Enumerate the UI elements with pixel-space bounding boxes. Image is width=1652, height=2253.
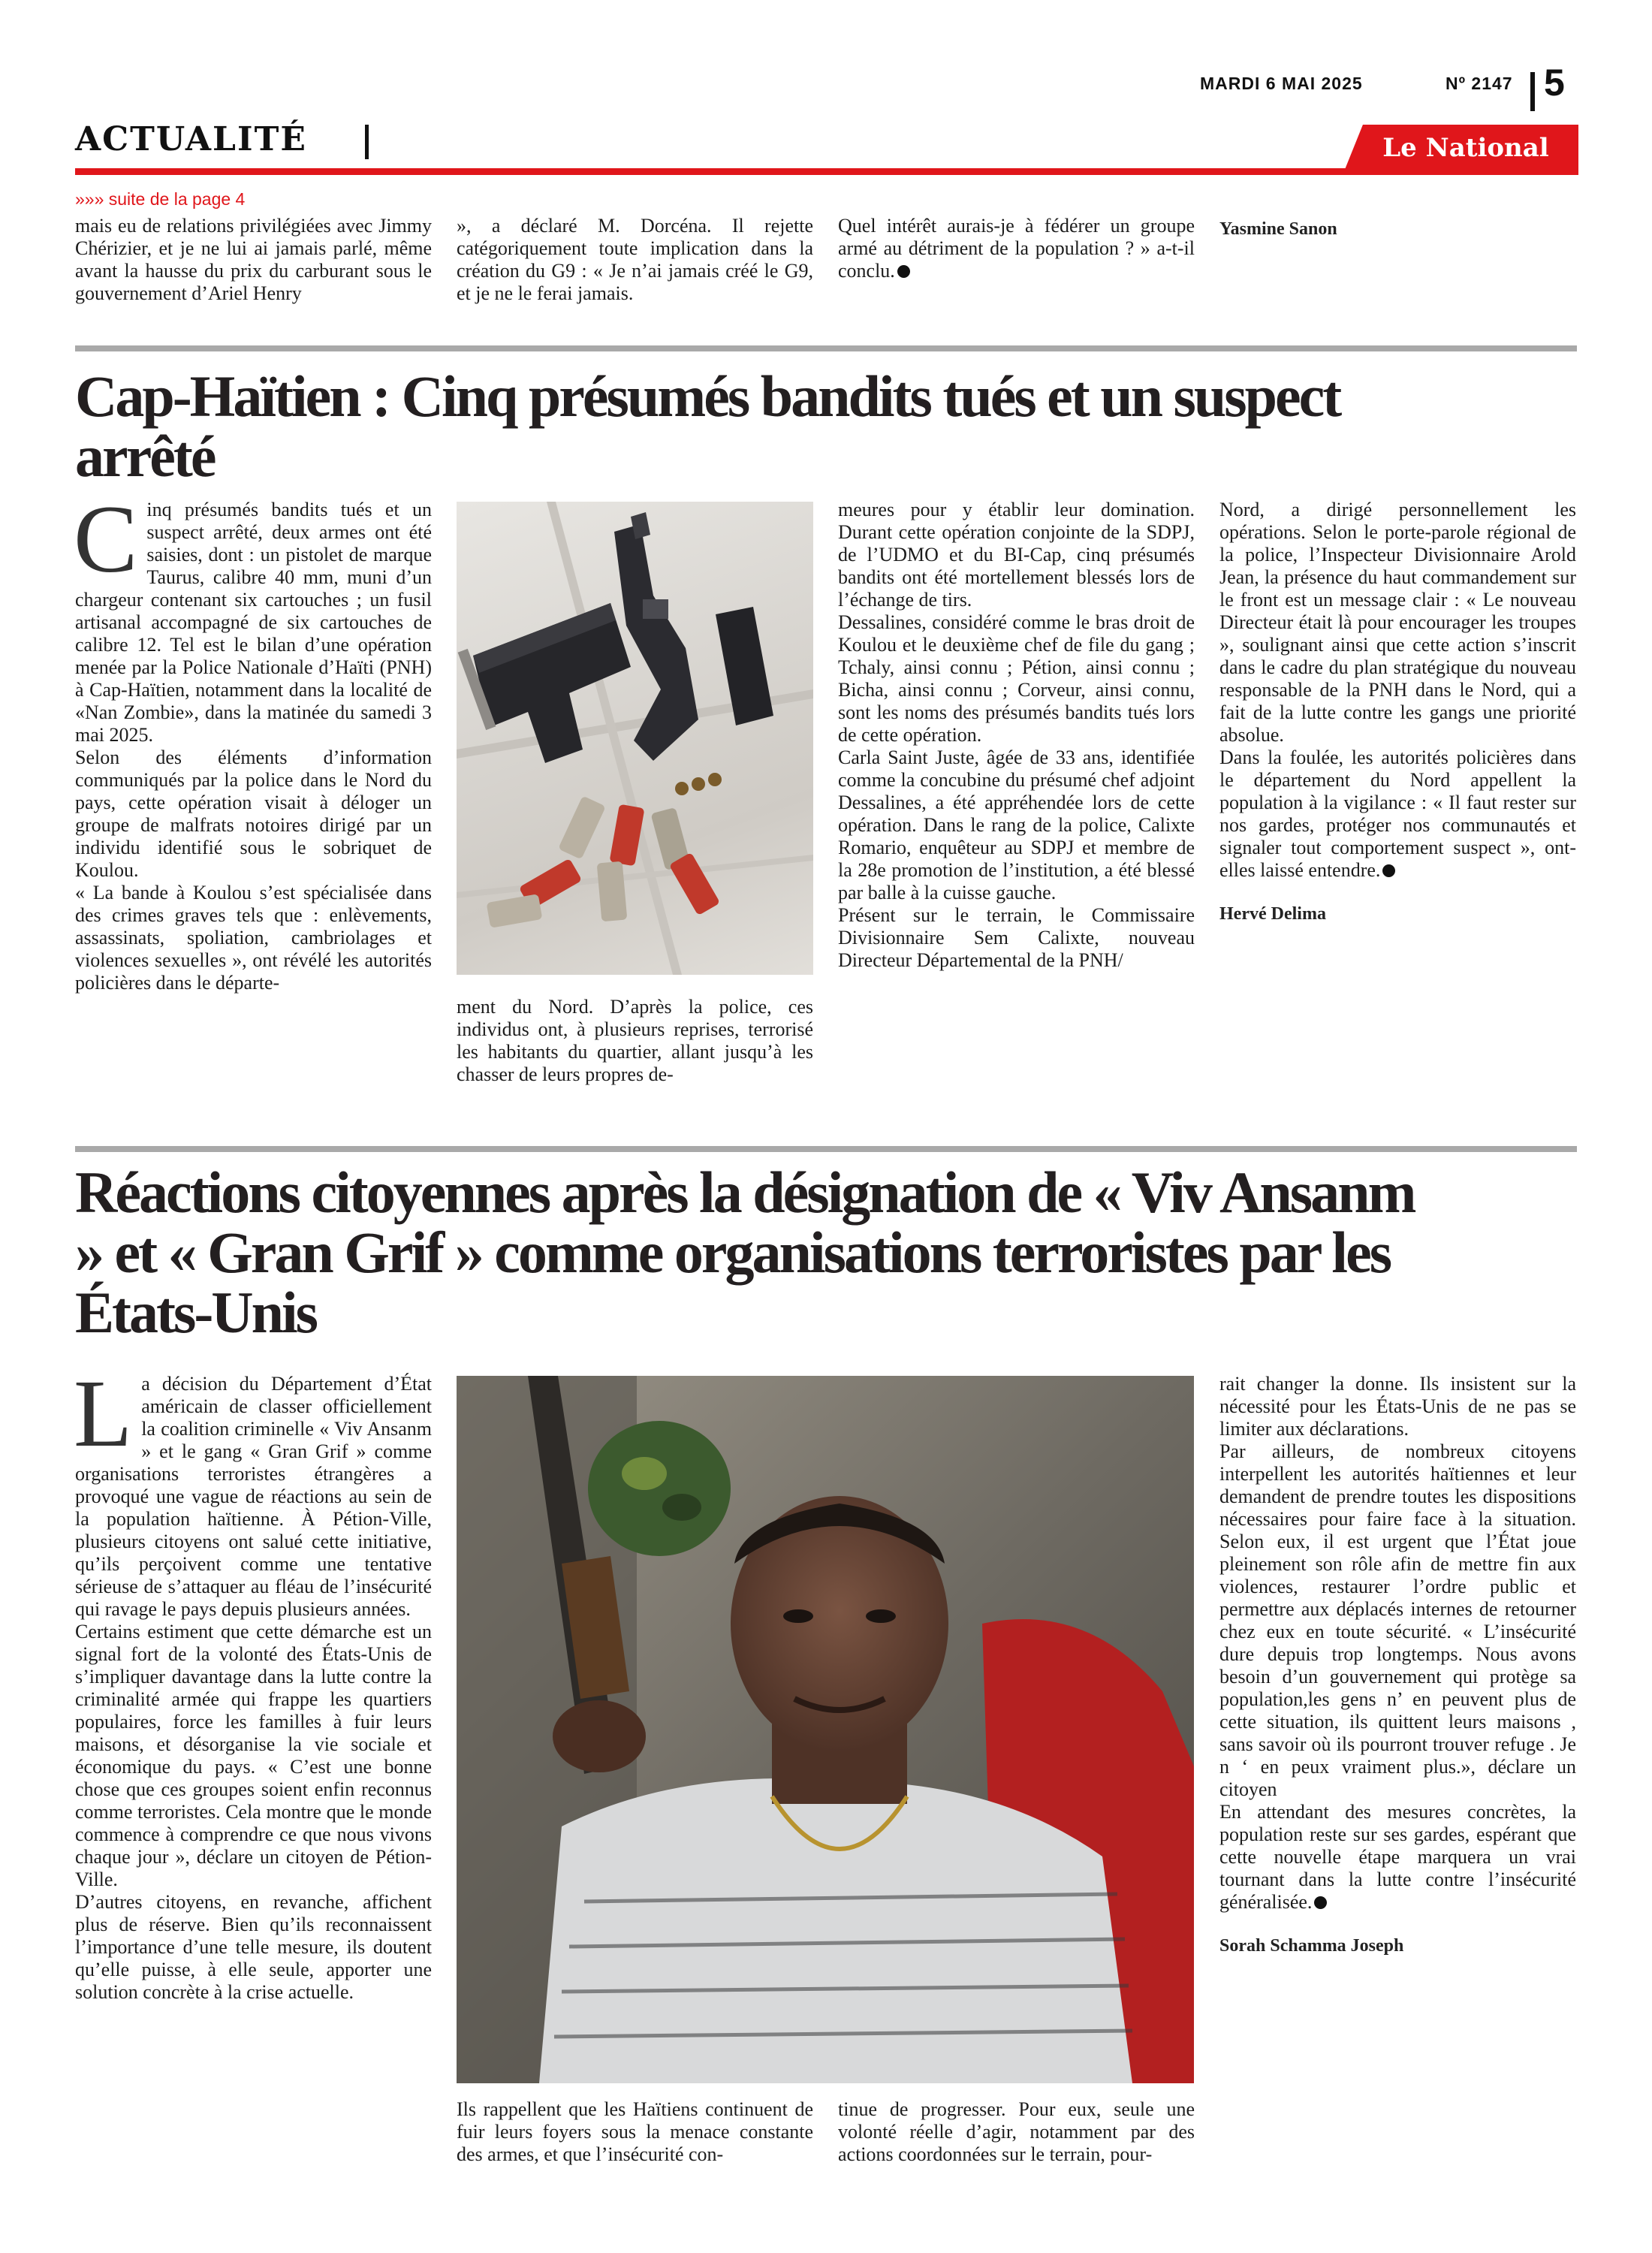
continued-text-1: mais eu de relations privilégiées avec Jimmy Chérizier, et je ne lui ai jamais parlé, même avant la hausse du prix du carburant sous le gouvernement d’Ariel Henry — [75, 215, 432, 304]
article2-col-1 — [74, 1360, 432, 2004]
article2-author: Sorah Schamma Joseph — [1219, 1936, 1404, 1956]
continued-author: Yasmine Sanon — [1219, 219, 1337, 239]
article2-col-2 — [457, 2098, 813, 2166]
section-divider — [365, 125, 369, 159]
article2-headline-line3: États-Unis — [75, 1280, 317, 1345]
continued-text-3: Quel intérêt aurais-je à fédérer un groupe armé au détriment de la population ? » a-t-il conclu. — [838, 215, 1195, 282]
article2-para: Certains estiment que cette démarche est un signal fort de la volonté des États-Unis de s’impliquer davantage dans la lutte contre la criminalité armée qui frappe les quartiers populaires, force les familles à fuir leurs maisons, et désorganise la vie sociale et économique du pays. « C’est une bonne chose que ces groupes soient enfin reconnus comme terroristes. Cela montre que le monde commence à comprendre ce que nous vivons chaque jour », déclare un citoyen de Pétion-Ville. — [75, 1621, 432, 1890]
article1-col-3 — [838, 499, 1195, 972]
article1-col-4 — [1219, 499, 1576, 925]
article1-para: Dessalines, considéré comme le bras droit de Koulou et le deuxième chef de file du gang ; Tchaly, ainsi connu ; Pétion, ainsi connu ; Bicha, ainsi connu ; Corveur, ainsi connu, sont les noms des présumés bandits tués lors de cette opération. — [838, 611, 1195, 746]
article2-para: En attendant des mesures concrètes, la population reste sur ses gardes, espérant que cette nouvelle étape marquera un vrai tournant dans la lutte contre l’insécurité généralisée. — [1219, 1801, 1576, 1913]
end-mark-icon — [897, 265, 910, 278]
seized-weapons-photo — [457, 502, 813, 975]
article1-para: « La bande à Koulou s’est spécialisée dans des crimes graves tels que : enlèvements, assassinats, spoliation, cambriolages et violences sexuelles », ont révélé les autorités policières dans le départe- — [75, 882, 432, 994]
article-separator-2 — [75, 1146, 1577, 1152]
page-number-divider — [1530, 72, 1535, 111]
continued-col-3 — [838, 215, 1195, 282]
article1-author: Hervé Delima — [1219, 904, 1326, 924]
continued-col-2 — [457, 215, 813, 305]
article1-headline-line2: arrêté — [75, 424, 215, 489]
article2-drop-cap: L — [74, 1360, 133, 1467]
end-mark-icon — [1382, 864, 1395, 877]
article1-para: ment du Nord. D’après la police, ces individus ont, à plusieurs reprises, terrorisé les habitants du quartier, allant jusqu’à les chasser de leurs propres de- — [457, 996, 813, 1085]
article-separator-1 — [75, 345, 1577, 351]
brand-logo: Le National — [1382, 133, 1549, 163]
article1-col-1 — [74, 486, 432, 994]
issue-date: MARDI 6 MAI 2025 — [1200, 74, 1363, 93]
issue-number: Nº 2147 — [1446, 74, 1513, 93]
article1-para: meures pour y établir leur domination. Durant cette opération conjointe de la SDPJ, de l’UDMO et du BI-Cap, cinq présumés bandits ont été mortellement blessés lors de l’échange de tirs. — [838, 499, 1195, 611]
article1-headline — [75, 363, 1577, 489]
article1-lead: inq présumés bandits tués et un suspect arrêté, deux armes ont été saisies, dont : un pistolet de marque Taurus, calibre 40 mm, muni d’un chargeur contenant six cartouches ; un fusil artisanal accompagné de six cartouches de calibre 12. Tel est le bilan d’une opération menée par la Police Nationale d’Haïti (PNH) à Cap-Haïtien, notamment dans la localité de «Nan Zombie», dans la matinée du samedi 3 mai 2025. — [75, 499, 432, 746]
article1-para: Nord, a dirigé personnellement les opérations. Selon le porte-parole régional de la police, l’Inspecteur Divisionnaire Arold Jean, la présence du haut commandement sur le front est un message clair : « Le nouveau Directeur était là pour encourager les troupes », soulignant ainsi que cette action s’inscrit dans le cadre du plan stratégique du nouveau responsable de la PNH dans le Nord, qui a fait de la lutte contre les gangs une priorité absolue. — [1219, 499, 1576, 746]
article2-col-4 — [1219, 1373, 1576, 1957]
article2-lead: a décision du Département d’État américain de classer officiellement la coalition criminelle « Viv Ansanm » et le gang « Gran Grif » comme organisations terroristes étrangères a provoqué une vague de réactions au sein de la population haïtienne. À Pétion-Ville, plusieurs citoyens ont salué cette initiative, qu’ils perçoivent comme une tentative sérieuse de s’attaquer au fléau de l’insécurité qui ravage le pays depuis plusieurs années. — [75, 1373, 432, 1620]
article1-col-2 — [457, 996, 813, 1086]
article2-para: tinue de progresser. Pour eux, seule une volonté réelle d’agir, notamment par des actions coordonnées sur le terrain, pour- — [838, 2098, 1195, 2165]
gang-leader-photo — [457, 1376, 1194, 2083]
article1-para: Dans la foulée, les autorités policières dans le département du Nord appellent la population à la vigilance : « Il faut rester sur nos gardes, protéger nos communautés et signaler tout comportement suspect », ont-elles laissé entendre. — [1219, 746, 1576, 881]
article1-para: Présent sur le terrain, le Commissaire Divisionnaire Sem Calixte, nouveau Directeur Départemental de la PNH/ — [838, 904, 1195, 971]
section-title: ACTUALITÉ — [75, 120, 307, 158]
article2-headline-line1: Réactions citoyennes après la désignation de « Viv Ansanm — [75, 1160, 1415, 1225]
article1-headline-line1: Cap-Haïtien : Cinq présumés bandits tués et un suspect — [75, 363, 1340, 429]
article1-para: Carla Saint Juste, âgée de 33 ans, identifiée comme la concubine du présumé chef adjoint Dessalines, a été appréhendée lors de cette opération. Dans le rang de la police, Calixte Romario, enquêteur au SDPJ et membre de la 28e promotion de l’institution, a été blessé par balle à la cuisse gauche. — [838, 746, 1195, 903]
article2-headline-line2: » et « Gran Grif » comme organisations terroristes par les — [75, 1220, 1391, 1285]
continued-col-1 — [75, 215, 432, 305]
continued-text-2: », a déclaré M. Dorcéna. Il rejette catégoriquement toute implication dans la création du G9 : « Je n’ai jamais créé le G9, et je ne le ferai jamais. — [457, 215, 813, 304]
gang-leader-image — [457, 1376, 1194, 2083]
article2-para: Par ailleurs, de nombreux citoyens interpellent les autorités haïtiennes et leur demandent de prendre toutes les dispositions nécessaires pour faire face à la situation. Selon eux, il est urgent que l’État joue pleinement son rôle afin de mettre fin aux violences, restaurer l’ordre public et permettre aux déplacés internes de retourner chez eux en toute sécurité. « L’insécurité dure depuis trop longtemps. Nous avons besoin d’un gouvernement qui protège sa population,les gens n’ en peuvent plus de cette situation, ils quittent leurs maisons , sans savoir où ils pourront trouver refuge . Je n ‘ en peux vraiment plus.», déclare un citoyen — [1219, 1440, 1576, 1800]
header-rule — [75, 168, 1578, 175]
article2-para: D’autres citoyens, en revanche, affichent plus de réserve. Bien qu’ils reconnaissent l’importance d’une telle mesure, ils doutent qu’elle puisse, à elle seule, apporter une solution concrète à la crise actuelle. — [75, 1891, 432, 2003]
continued-from-label: »»» suite de la page 4 — [75, 189, 246, 209]
article1-drop-cap: C — [74, 486, 138, 593]
weapons-image — [457, 502, 813, 975]
article2-para: Ils rappellent que les Haïtiens continuent de fuir leurs foyers sous la menace constante des armes, et que l’insécurité con- — [457, 2098, 813, 2165]
article2-headline — [75, 1160, 1577, 1345]
article1-para: Selon des éléments d’information communiqués par la police dans le Nord du pays, cette opération visait à déloger un groupe de malfrats notoires dirigé par un individu identifié sous le sobriquet de Koulou. — [75, 746, 432, 881]
end-mark-icon — [1314, 1896, 1327, 1909]
article2-col-3 — [838, 2098, 1195, 2166]
article2-para: rait changer la donne. Ils insistent sur la nécessité pour les États-Unis de ne pas se limiter aux déclarations. — [1219, 1373, 1576, 1440]
page-number: 5 — [1544, 62, 1565, 104]
